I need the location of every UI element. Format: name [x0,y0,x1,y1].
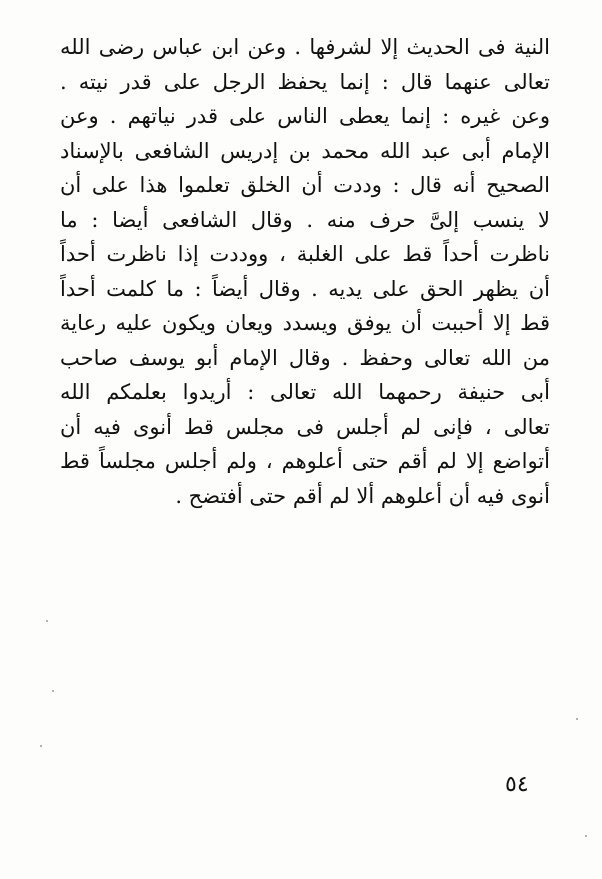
scan-speck [52,690,54,692]
body-text [60,30,550,513]
text-line: أن يظهر الحق على يديه . وقال أيضاً : ما كلمت أحداً [60,276,550,301]
text-line: تعالى ، فإنى لم أجلس فى مجلس قط أنوى فيه أن [60,414,550,439]
text-line: وعن غيره : إنما يعطى الناس على قدر نياتهم . وعن [60,104,550,128]
text-line: أنوى فيه أن أعلوهم ألا لم أقم حتى أفتضح . [175,483,550,508]
text-line: الإمام أبى عبد الله محمد بن إدريس الشافعى بالإسناد [60,138,550,163]
text-line: أتواضع إلا لم أقم حتى أعلوهم ، ولم أجلس مجلساً قط [60,449,550,473]
text-line: أبى حنيفة رحمهما الله تعالى : أريدوا بعلمكم الله [60,380,550,404]
scan-speck [46,620,48,622]
text-line: ناظرت أحداً قط على الغلبة ، ووددت إذا ناظرت أحداً [60,242,550,266]
scan-speck [585,835,587,837]
scan-speck [40,745,42,747]
text-line: الصحيح أنه قال : وددت أن الخلق تعلموا هذا على أن [60,173,550,197]
scan-speck [576,718,578,720]
text-line: النية فى الحديث إلا لشرفها . وعن ابن عباس رضى الله [60,35,550,59]
page-number: ٥٤ [505,772,529,797]
text-line: من الله تعالى وحفظ . وقال الإمام أبو يوسف صاحب [60,345,550,370]
text-line: لا ينسب إلىَّ حرف منه . وقال الشافعى أيضا : ما [60,207,550,232]
text-line: تعالى عنهما قال : إنما يحفظ الرجل على قدر نيته . [60,69,550,94]
text-line: قط إلا أحببت أن يوفق ويسدد ويعان ويكون عليه رعاية [60,311,550,335]
